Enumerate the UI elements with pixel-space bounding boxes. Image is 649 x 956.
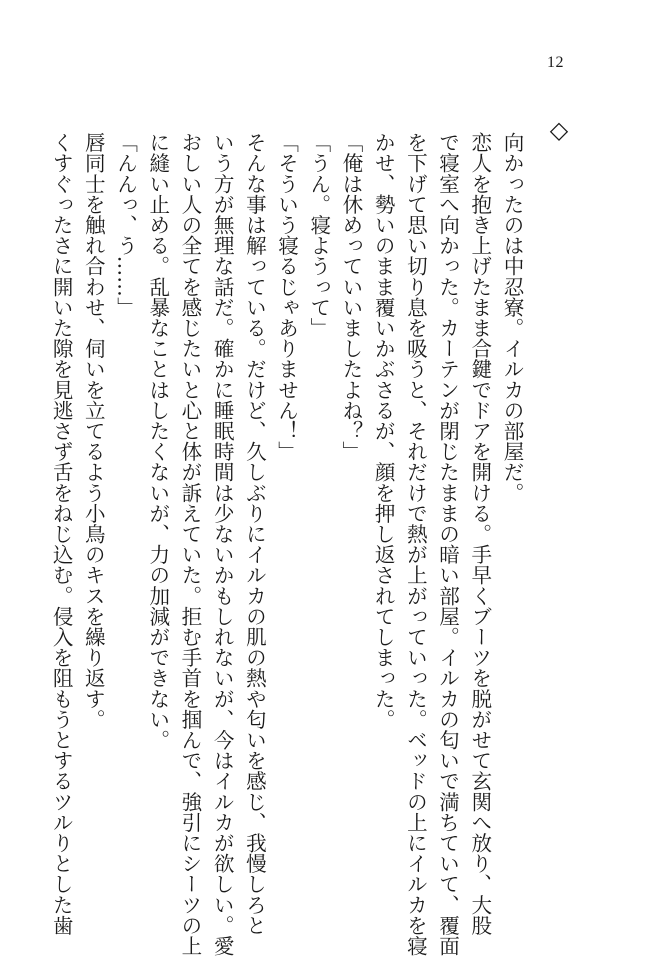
text-line: 唇同士を触れ合わせ、伺いを立てるよう小鳥のキスを繰り返す。 — [81, 132, 106, 730]
text-line: 「んんっ、う……」 — [113, 132, 138, 318]
text-line: 恋人を抱き上げたまま合鍵でドアを開ける。手早くブーツを脱がせて玄関へ放り、大股 — [467, 132, 492, 936]
text-line: で寝室へ向かった。カーテンが閉じたままの暗い部屋。イルカの匂いで満ちていて、覆面 — [435, 132, 460, 956]
section-marker: ◇ — [549, 116, 569, 144]
text-line: 「俺は休めっていいましたよね？」 — [338, 132, 363, 462]
text-line: そんな事は解っている。だけど、久しぶりにイルカの肌の熱や匂いを感じ、我慢しろと — [242, 132, 267, 936]
text-line: かせ、勢いのまま覆いかぶさるが、顔を押し返されてしまった。 — [371, 132, 396, 730]
text-line: 「そういう寝るじゃありません！」 — [274, 132, 299, 462]
page-number: 12 — [547, 54, 564, 71]
text-line: 向かったのは中忍寮。イルカの部屋だ。 — [500, 132, 524, 503]
text-line: おしい人の全てを感じたいと心と体が訴えていた。拒む手首を掴んで、強引にシーツの上 — [177, 132, 202, 956]
body-text — [45, 132, 528, 956]
text-line: いう方が無理な話だ。確かに睡眠時間は少ないかもしれないが、今はイルカが欲しい。愛 — [210, 132, 235, 956]
text-line: に縫い止める。乱暴なことはしたくないが、力の加減ができない。 — [145, 132, 170, 750]
text-line: くすぐったさに開いた隙を見逃さず舌をねじ込む。侵入を阻もうとするツルりとした歯 — [49, 132, 74, 936]
text-line: 「うん。寝ようって」 — [306, 132, 331, 338]
text-line: を下げて思い切り息を吸うと、それだけで熱が上がっていった。ベッドの上にイルカを寝 — [403, 132, 428, 956]
